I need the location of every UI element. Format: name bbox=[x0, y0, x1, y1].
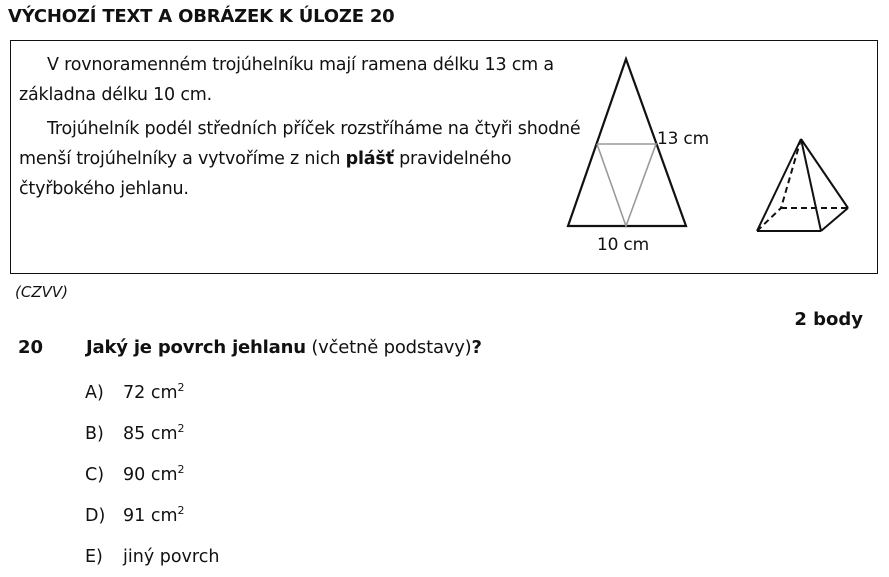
paragraph-2-end: pravidelného čtyřbokého jehlanu. bbox=[19, 149, 512, 199]
pyramid-drawing bbox=[757, 139, 848, 231]
option-letter: E) bbox=[85, 546, 103, 567]
paragraph-2-bold: plášť bbox=[345, 149, 394, 169]
option-letter: B) bbox=[85, 423, 104, 444]
figure-triangle-and-pyramid bbox=[11, 41, 877, 273]
question-number: 20 bbox=[18, 337, 44, 358]
option-e[interactable] bbox=[85, 536, 219, 577]
question-text-bold: Jaký je povrch jehlanu bbox=[86, 337, 306, 358]
source-note: (CZVV) bbox=[15, 283, 68, 301]
section-heading: VÝCHOZÍ TEXT A OBRÁZEK K ÚLOZE 20 bbox=[8, 6, 395, 27]
option-value: jiný povrch bbox=[123, 546, 220, 567]
question-text-normal: (včetně podstavy) bbox=[305, 337, 472, 358]
option-c[interactable] bbox=[85, 454, 219, 495]
option-d[interactable] bbox=[85, 495, 219, 536]
option-value: 72 $cm^2$ bbox=[123, 380, 185, 403]
triangle-midlines bbox=[597, 144, 656, 226]
option-letter: D) bbox=[85, 505, 106, 526]
paragraph-1-text: V rovnoramenném trojúhelníku mají ramena délku 13 cm a základna délku 10 cm. bbox=[19, 55, 554, 105]
option-value: 90 $cm^2$ bbox=[123, 462, 185, 485]
points-label: 2 body bbox=[794, 309, 863, 330]
base-length-label: 10 cm bbox=[597, 235, 649, 255]
option-value: 85 $cm^2$ bbox=[123, 421, 185, 444]
paragraph-2-text: Trojúhelník podél středních příček rozstříháme na čtyři shodné menší trojúhelníky a vytvoříme z nich bbox=[19, 119, 581, 169]
source-text-box bbox=[10, 40, 878, 274]
question-text bbox=[86, 337, 482, 358]
option-letter: C) bbox=[85, 464, 105, 485]
side-length-label: 13 cm bbox=[657, 129, 709, 149]
option-letter: A) bbox=[85, 382, 104, 403]
answer-options bbox=[85, 372, 219, 577]
option-a[interactable] bbox=[85, 372, 219, 413]
option-value: 91 $cm^2$ bbox=[123, 503, 185, 526]
question-mark: ? bbox=[471, 337, 482, 358]
option-b[interactable] bbox=[85, 413, 219, 454]
